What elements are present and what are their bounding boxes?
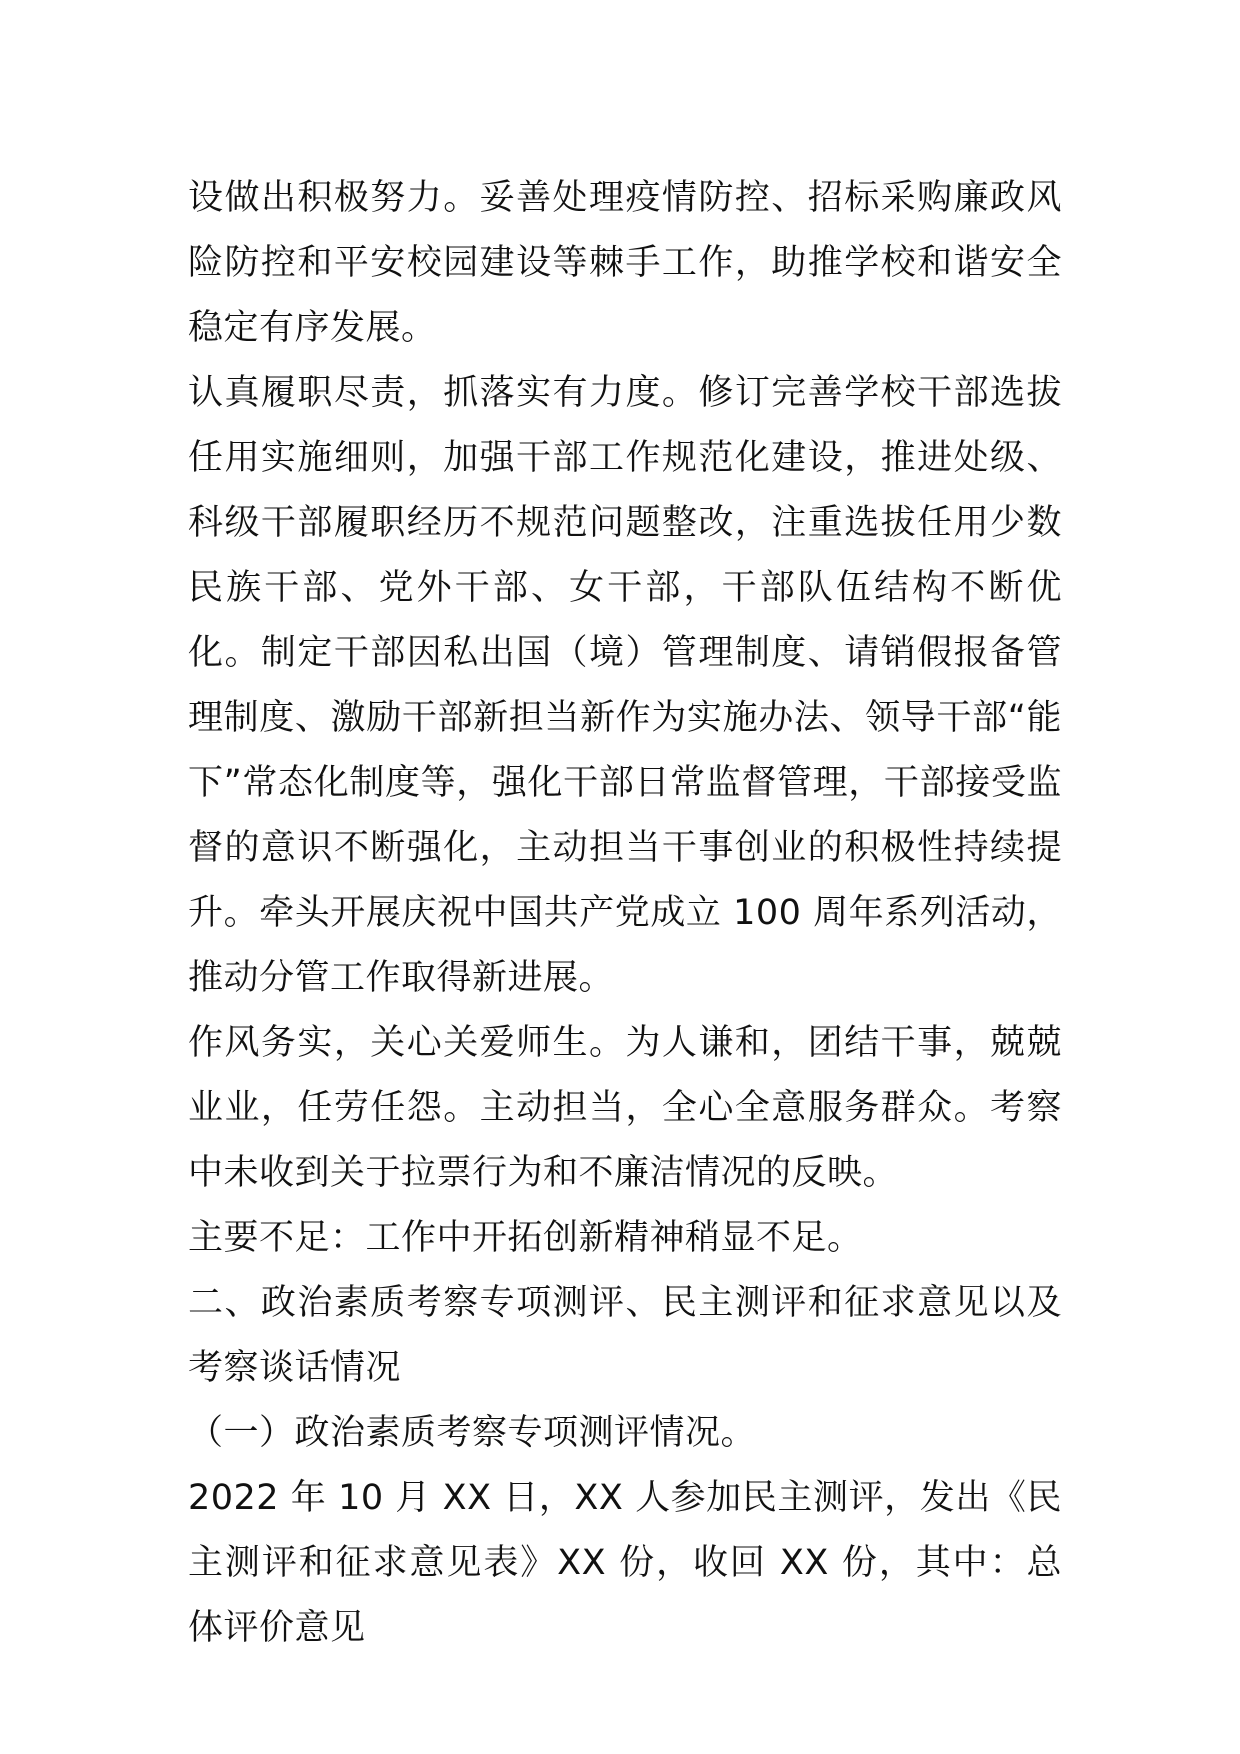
- paragraph-duty-performance: 认真履职尽责，抓落实有力度。修订完善学校干部选拔任用实施细则，加强干部工作规范化建设，推进处级、科级干部履职经历不规范问题整改，注重选拔任用少数民族干部、党外干部、女干部，干部队伍结构不断优化。制定干部因私出国（境）管理制度、请销假报备管理制度、激励干部新担当新作为实施办法、领导干部“能下”常态化制度等，强化干部日常监督管理，干部接受监督的意识不断强化，主动担当干事创业的积极性持续提升。牵头开展庆祝中国共产党成立 100 周年系列活动，推动分管工作取得新进展。: [188, 373, 1062, 998]
- paragraph-continuation: 设做出积极努力。妥善处理疫情防控、招标采购廉政风险防控和平安校园建设等棘手工作，助推学校和谐安全稳定有序发展。: [188, 178, 1062, 348]
- paragraph-evaluation-details: 2022 年 10 月 XX 日，XX 人参加民主测评，发出《民主测评和征求意见表》XX 份，收回 XX 份，其中：总体评价意见: [188, 1478, 1062, 1648]
- section-heading-2: 二、政治素质考察专项测评、民主测评和征求意见以及考察谈话情况: [188, 1283, 1062, 1388]
- paragraph-work-style: 作风务实，关心关爱师生。为人谦和，团结干事，兢兢业业，任劳任怨。主动担当，全心全意服务群众。考察中未收到关于拉票行为和不廉洁情况的反映。: [188, 1023, 1062, 1193]
- document-body: [188, 166, 1062, 1661]
- subsection-heading-1: （一）政治素质考察专项测评情况。: [188, 1413, 757, 1453]
- paragraph-shortcomings: 主要不足：工作中开拓创新精神稍显不足。: [188, 1218, 863, 1258]
